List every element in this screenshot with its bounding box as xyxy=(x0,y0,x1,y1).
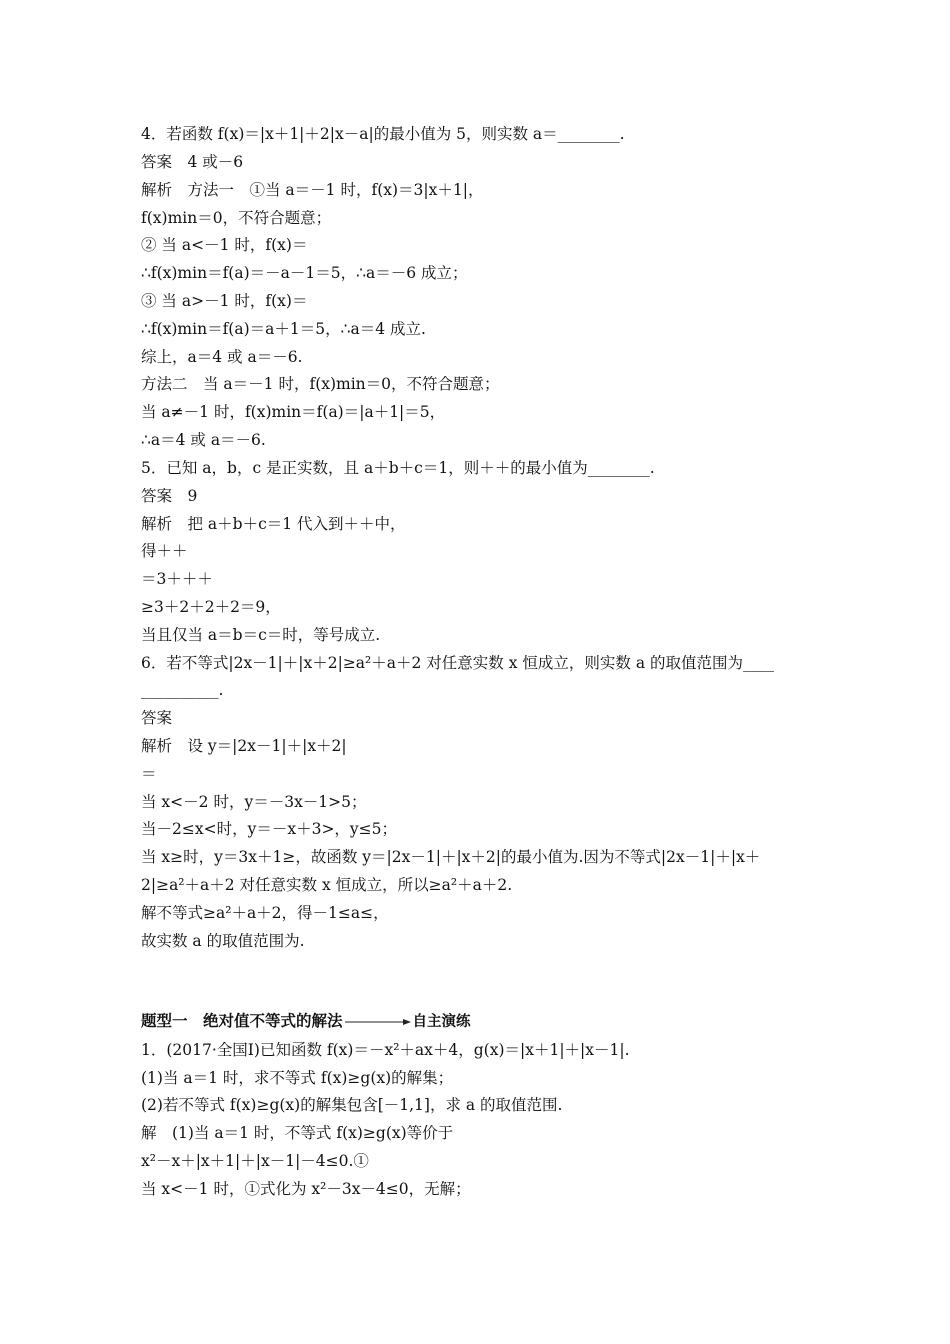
problem-4-analysis-line: 解析 方法一 ①当 a＝－1 时，f(x)＝3|x＋1|， xyxy=(141,181,484,199)
arrow-icon xyxy=(345,1012,411,1032)
problem-4-statement: 4．若函数 f(x)＝|x＋1|＋2|x－a|的最小值为 5，则实数 a＝________. xyxy=(141,125,625,143)
problem-6-answer: 答案 xyxy=(141,709,173,727)
problem-6-analysis-line: 当－2≤x<时，y＝－x＋3>，y≤5； xyxy=(141,820,398,838)
problem-4-answer: 答案 4 或－6 xyxy=(141,153,244,171)
problem-1-statement: 1．(2017·全国Ⅰ)已知函数 f(x)＝－x²＋ax＋4，g(x)＝|x＋1|＋|x－1|. xyxy=(141,1041,630,1059)
problem-5-answer: 答案 9 xyxy=(141,487,198,505)
problem-4-analysis-line: ∴a＝4 或 a＝－6. xyxy=(141,431,266,449)
problem-5-analysis-line: 解析 把 a＋b＋c＝1 代入到＋＋中， xyxy=(141,515,406,533)
problem-5-analysis-line: 得＋＋ xyxy=(141,542,188,560)
problem-4-analysis-line: ③ 当 a>－1 时，f(x)＝ xyxy=(141,292,308,310)
section-title: 题型一 绝对值不等式的解法 xyxy=(141,1012,343,1030)
problem-5-analysis-line: ≥3＋2＋2＋2＝9， xyxy=(141,598,281,616)
problem-4-analysis-line: ② 当 a<－1 时，f(x)＝ xyxy=(141,236,308,254)
problem-5-statement: 5．已知 a，b，c 是正实数，且 a＋b＋c＝1，则＋＋的最小值为________. xyxy=(141,459,655,477)
problem-6-analysis-line: 故实数 a 的取值范围为. xyxy=(141,932,305,950)
problem-4-analysis-line: ∴f(x)min＝f(a)＝a＋1＝5，∴a＝4 成立. xyxy=(141,320,426,338)
problem-6-analysis-line: 解析 设 y＝|2x－1|＋|x＋2| xyxy=(141,737,347,755)
problem-6-analysis-line: 当 x≥时，y＝3x＋1≥，故函数 y＝|2x－1|＋|x＋2|的最小值为.因为不等式|2x－1|＋|x＋ xyxy=(141,848,761,866)
problem-1-part-1: (1)当 a＝1 时，求不等式 f(x)≥g(x)的解集； xyxy=(141,1069,454,1087)
problem-1-solution-line: 当 x<－1 时，①式化为 x²－3x－4≤0，无解； xyxy=(141,1180,471,1198)
problem-6-analysis-line: ＝ xyxy=(141,765,157,783)
problem-4-analysis-line: f(x)min＝0，不符合题意； xyxy=(141,209,332,227)
section-heading xyxy=(141,1011,821,1032)
problem-4-analysis-line: 方法二 当 a＝－1 时，f(x)min＝0，不符合题意； xyxy=(141,375,500,393)
problem-5-analysis-line: ＝3＋＋＋ xyxy=(141,570,213,588)
problem-6-statement-cont: __________. xyxy=(141,681,224,699)
problem-1-solution-line: 解 (1)当 a＝1 时，不等式 f(x)≥g(x)等价于 xyxy=(141,1124,454,1142)
problem-4-analysis-line: 当 a≠－1 时，f(x)min＝f(a)＝|a＋1|＝5， xyxy=(141,403,446,421)
problem-4-analysis-line: ∴f(x)min＝f(a)＝－a－1＝5，∴a＝－6 成立； xyxy=(141,264,468,282)
problem-6-analysis-line: 当 x<－2 时，y＝－3x－1>5； xyxy=(141,793,367,811)
problem-1-solution-line: x²－x＋|x＋1|＋|x－1|－4≤0.① xyxy=(141,1152,369,1170)
problem-5-analysis-line: 当且仅当 a＝b＝c＝时，等号成立. xyxy=(141,626,381,644)
problem-6-analysis-line: 2|≥a²＋a＋2 对任意实数 x 恒成立，所以≥a²＋a＋2. xyxy=(141,876,513,894)
section-tag: 自主演练 xyxy=(412,1014,471,1030)
problem-1-part-2: (2)若不等式 f(x)≥g(x)的解集包含[－1,1]，求 a 的取值范围. xyxy=(141,1096,563,1114)
problem-4-analysis-line: 综上，a＝4 或 a＝－6. xyxy=(141,348,303,366)
problem-6-statement: 6．若不等式|2x－1|＋|x＋2|≥a²＋a＋2 对任意实数 x 恒成立，则实数 a 的取值范围为____ xyxy=(141,654,774,672)
problem-6-analysis-line: 解不等式≥a²＋a＋2，得－1≤a≤， xyxy=(141,904,389,922)
